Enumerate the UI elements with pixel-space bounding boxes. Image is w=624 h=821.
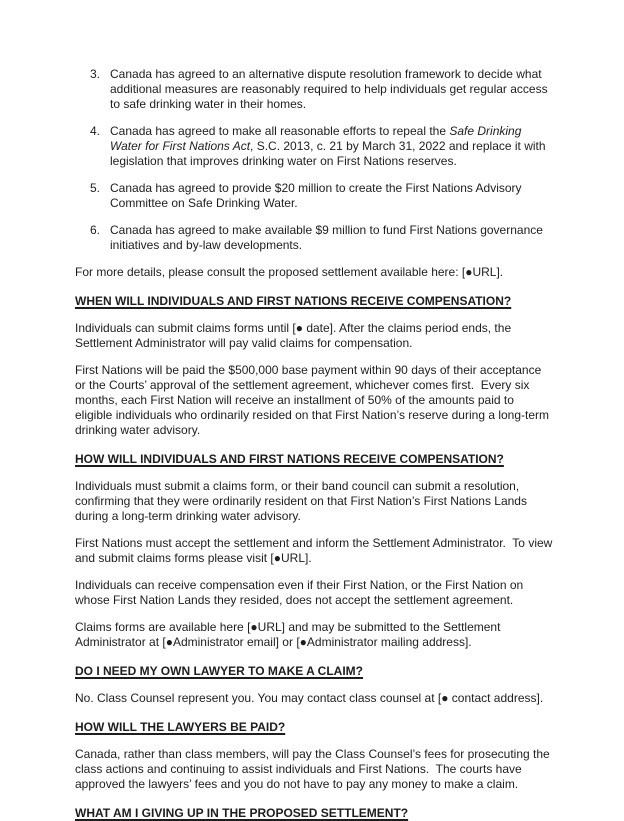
section-heading: HOW WILL THE LAWYERS BE PAID? [75,720,286,734]
section-giving-up [75,806,553,821]
section-heading: WHEN WILL INDIVIDUALS AND FIRST NATIONS RECEIVE COMPENSATION? [75,294,512,308]
numbered-list [75,67,553,253]
section-how-compensation [75,452,556,650]
list-item-text-post: , S.C. 2013, c. 21 by March 31, 2022 and replace it with legislation that improves drinking water on First Nations reserves. [110,139,549,168]
section-heading: HOW WILL INDIVIDUALS AND FIRST NATIONS RECEIVE COMPENSATION? [75,452,504,466]
list-item-text: Canada has agreed to provide $20 million to create the First Nations Advisory Committee on Safe Drinking Water. [110,181,525,210]
list-item-text: Canada has agreed to make available $9 million to fund First Nations governance initiatives and by-law developments. [110,223,547,252]
list-item-6 [90,223,553,253]
list-item-3 [90,67,553,112]
section-heading: DO I NEED MY OWN LAWYER TO MAKE A CLAIM? [75,664,363,678]
list-item-number: 6. [90,223,101,237]
list-item-text: Canada has agreed to an alternative dispute resolution framework to decide what additional measures are reasonably required to help individuals get regular access to safe drinking water in their homes. [110,67,551,111]
list-item-text-pre: Canada has agreed to make all reasonable efforts to repeal the [110,124,450,138]
paragraph: No. Class Counsel represent you. You may contact class counsel at [● contact address]. [75,691,544,705]
paragraph: Individuals can receive compensation even if their First Nation, or the First Nation on whose First Nation Lands they resided, does not accept the settlement agreement. [75,578,527,607]
paragraph: Canada, rather than class members, will pay the Class Counsel’s fees for prosecuting the class actions and continuing to assist individuals and First Nations. The courts have approved the lawyers’ fees and you do not have to pay any money to make a claim. [75,747,554,791]
section-own-lawyer [75,664,553,706]
list-item-4 [90,124,553,169]
section-heading: WHAT AM I GIVING UP IN THE PROPOSED SETTLEMENT? [75,806,409,820]
section-when-compensation [75,294,553,438]
list-item-number: 5. [90,181,101,195]
paragraph: Individuals can submit claims forms until [● date]. After the claims period ends, the Settlement Administrator will pay valid claims for compensation. [75,321,515,350]
list-item-number: 4. [90,124,101,138]
list-item-number: 3. [90,67,101,81]
intro-note: For more details, please consult the proposed settlement available here: [●URL]. [75,265,504,279]
paragraph: First Nations must accept the settlement and inform the Settlement Administrator. To view and submit claims forms please visit [●URL]. [75,536,556,565]
paragraph: First Nations will be paid the $500,000 base payment within 90 days of their acceptance or the Courts’ approval of the settlement agreement, whichever comes first. Every six months, each First Nation will receive an installment of 50% of the amounts paid to eligible individuals who ordinarily resided on that First Nation’s reserve during a long-term drinking water advisory. [75,363,553,437]
list-item-text [110,124,553,169]
act-title-italic: Safe Drinking Water for First Nations Act [110,124,525,153]
list-item-5 [90,181,553,211]
paragraph: Individuals must submit a claims form, or their band council can submit a resolution, confirming that they were ordinarily resident on that First Nation’s First Nations Lands during a long-term drinking water advisory. [75,479,531,523]
section-lawyers-paid [75,720,553,792]
paragraph: Claims forms are available here [●URL] and may be submitted to the Settlement Administrator at [●Administrator email] or [●Administrator mailing address]. [75,620,504,649]
